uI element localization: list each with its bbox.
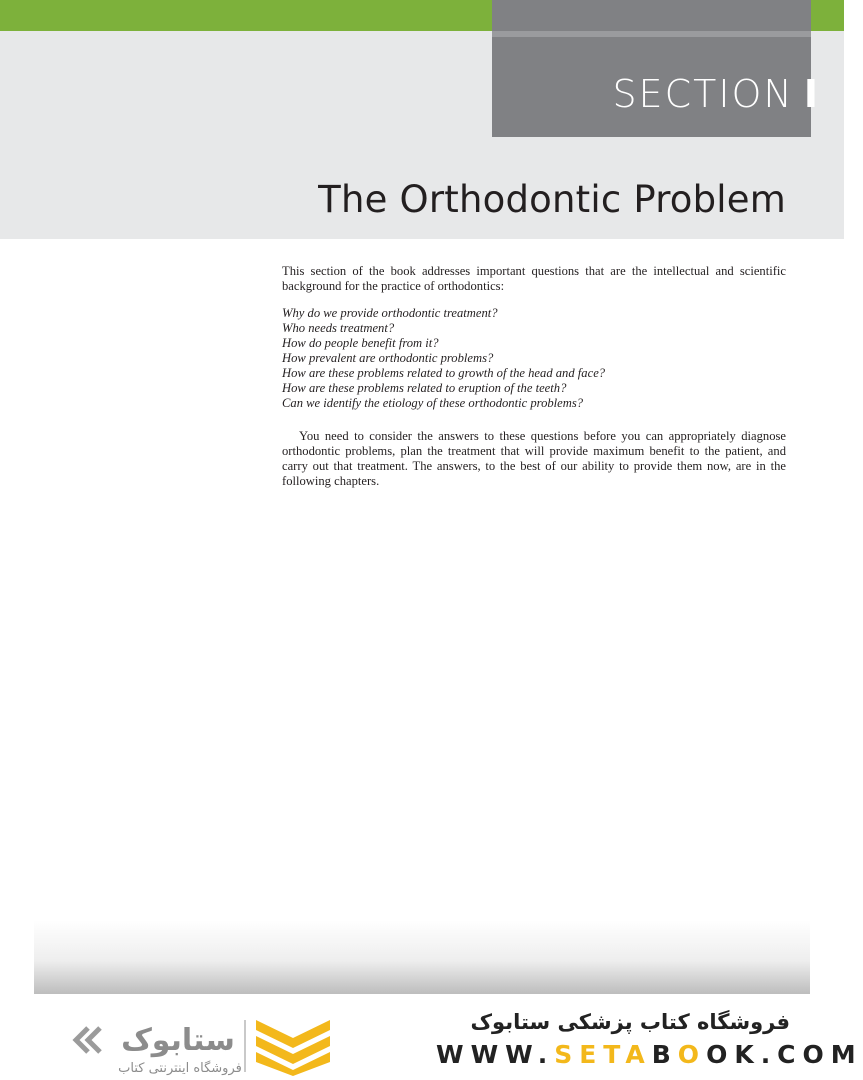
question-item: Who needs treatment? [282, 321, 395, 335]
question-item: How do people benefit from it? [282, 336, 439, 350]
question-item: How are these problems related to growth of the head and face? [282, 366, 606, 380]
store-name: فروشگاه کتاب پزشکی ستابوک [470, 1010, 790, 1034]
url-part: OK.COM [706, 1040, 863, 1069]
store-url[interactable] [436, 1040, 863, 1069]
logo-wordmark-text: ستابوک [121, 1023, 235, 1058]
section-word: SECTION [612, 72, 794, 116]
question-item: Why do we provide orthodontic treatment? [282, 306, 498, 320]
question-item: How prevalent are orthodontic problems? [282, 351, 494, 365]
url-highlight: SETA [554, 1040, 652, 1069]
url-highlight: O [677, 1040, 707, 1069]
closing-paragraph: You need to consider the answers to these questions before you can appropriately diagnose orthodontic problems, plan the treatment that will provide maximum benefit to the patient, and carry out that treatment. The answers, to the best of our ability to provide them now, are in the following chapters. [282, 429, 786, 488]
question-list [282, 306, 786, 411]
url-part: WWW. [436, 1040, 555, 1069]
url-part: B [651, 1040, 678, 1069]
page-title: The Orthodontic Problem [318, 178, 786, 221]
setabook-logo-wordmark [70, 1016, 248, 1076]
logo-divider [244, 1020, 246, 1072]
section-box [492, 0, 811, 137]
question-item: Can we identify the etiology of these orthodontic problems? [282, 396, 584, 410]
section-box-stripe [492, 31, 811, 37]
logo-tagline-text: فروشگاه اینترنتی کتاب [118, 1061, 242, 1076]
body-text [282, 264, 786, 489]
section-number: I [803, 72, 820, 116]
page-shadow [34, 920, 810, 994]
setabook-logo-icon [256, 1020, 330, 1076]
intro-paragraph: This section of the book addresses important questions that are the intellectual and scientific background for the practice of orthodontics: [282, 264, 786, 293]
question-item: How are these problems related to eruption of the teeth? [282, 381, 567, 395]
section-label [612, 72, 820, 116]
